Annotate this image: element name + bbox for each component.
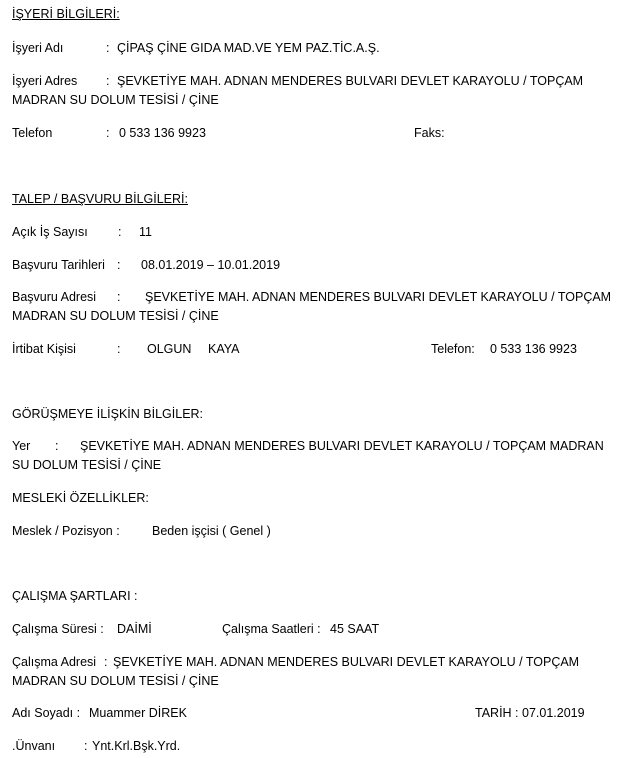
profession-heading: MESLEKİ ÖZELLİKLER:: [12, 491, 149, 505]
employer-phone-value: 0 533 136 9923: [119, 126, 206, 140]
work-hours-value: 45 SAAT: [330, 622, 380, 636]
application-dates-separator: :: [117, 258, 121, 272]
contact-first-name: OLGUN: [147, 342, 192, 356]
employer-address-line1: ŞEVKETİYE MAH. ADNAN MENDERES BULVARI DEVLET KARAYOLU / TOPÇAM: [117, 74, 584, 88]
interview-heading: GÖRÜŞMEYE İLİŞKİN BİLGİLER:: [12, 407, 204, 421]
contact-label: İrtibat Kişisi: [12, 342, 76, 356]
employer-address-label: İşyeri Adres: [12, 74, 78, 88]
contact-separator: :: [117, 342, 121, 356]
employer-phone-separator: :: [106, 126, 110, 140]
signer-name-label: Adı Soyadı :: [12, 706, 81, 720]
openings-value: 11: [139, 225, 152, 239]
signer-name-value: Muammer DİREK: [89, 706, 187, 720]
work-duration-value: DAİMİ: [117, 622, 152, 636]
interview-place-line1: ŞEVKETİYE MAH. ADNAN MENDERES BULVARI DEVLET KARAYOLU / TOPÇAM MADRAN: [80, 439, 604, 453]
work-address-separator: :: [104, 655, 108, 669]
interview-place-separator: :: [55, 439, 59, 453]
work-address-label: Çalışma Adresi: [12, 655, 97, 669]
employer-fax-label: Faks:: [414, 126, 445, 140]
application-dates-value: 08.01.2019 – 10.01.2019: [141, 258, 281, 272]
date-label: TARİH :: [475, 706, 519, 720]
signer-title-label: .Ünvanı: [12, 739, 56, 753]
work-address-line2: MADRAN SU DOLUM TESİSİ / ÇİNE: [12, 674, 219, 688]
position-value: Beden işçisi ( Genel ): [152, 524, 271, 538]
application-address-line2: MADRAN SU DOLUM TESİSİ / ÇİNE: [12, 309, 219, 323]
position-label: Meslek / Pozisyon :: [12, 524, 120, 538]
work-hours-label: Çalışma Saatleri :: [222, 622, 321, 636]
application-address-separator: :: [117, 290, 121, 304]
application-address-line1: ŞEVKETİYE MAH. ADNAN MENDERES BULVARI DEVLET KARAYOLU / TOPÇAM: [145, 290, 612, 304]
employer-name-separator: :: [106, 41, 110, 55]
application-heading: TALEP / BAŞVURU BİLGİLERİ:: [12, 192, 188, 206]
application-address-label: Başvuru Adresi: [12, 290, 97, 304]
application-dates-label: Başvuru Tarihleri: [12, 258, 105, 272]
interview-place-label: Yer: [12, 439, 31, 453]
employer-name-label: İşyeri Adı: [12, 41, 64, 55]
date-value: 07.01.2019: [522, 706, 585, 720]
openings-label: Açık İş Sayısı: [12, 225, 88, 239]
work-duration-label: Çalışma Süresi :: [12, 622, 104, 636]
employer-name-value: ÇİPAŞ ÇİNE GIDA MAD.VE YEM PAZ.TİC.A.Ş.: [117, 41, 380, 55]
contact-phone-value: 0 533 136 9923: [490, 342, 577, 356]
signer-title-value: Ynt.Krl.Bşk.Yrd.: [92, 739, 181, 753]
interview-place-line2: SU DOLUM TESİSİ / ÇİNE: [12, 458, 162, 472]
signer-title-separator: :: [84, 739, 88, 753]
employer-address-line2: MADRAN SU DOLUM TESİSİ / ÇİNE: [12, 93, 219, 107]
openings-separator: :: [118, 225, 122, 239]
work-address-line1: ŞEVKETİYE MAH. ADNAN MENDERES BULVARI DEVLET KARAYOLU / TOPÇAM: [113, 655, 580, 669]
conditions-heading: ÇALIŞMA ŞARTLARI :: [12, 589, 138, 603]
employer-phone-label: Telefon: [12, 126, 53, 140]
contact-last-name: KAYA: [208, 342, 240, 356]
employer-heading: İŞYERİ BİLGİLERİ:: [12, 7, 120, 21]
contact-phone-label: Telefon:: [431, 342, 475, 356]
employer-address-separator: :: [106, 74, 110, 88]
